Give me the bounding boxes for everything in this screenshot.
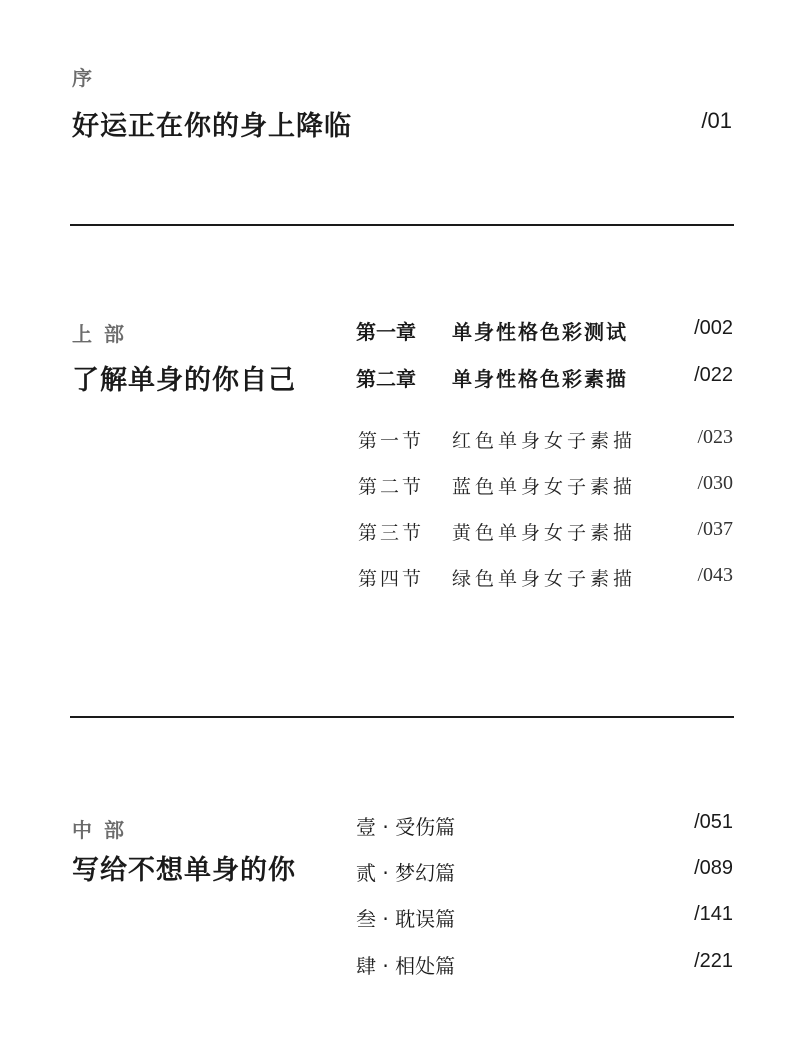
chapter-page-number: /002: [694, 317, 733, 339]
section-page-number: /043: [697, 564, 733, 586]
preface-label: 序: [72, 66, 92, 90]
section-page-number: /037: [697, 518, 733, 540]
preface-title: 好运正在你的身上降临: [72, 111, 352, 142]
entry-page-number: /051: [694, 811, 733, 833]
entry-title: 贰 · 梦幻篇: [356, 861, 456, 885]
section-page-number: /030: [697, 472, 733, 494]
section-number: 第三节: [358, 522, 425, 544]
section-number: 第二节: [358, 476, 425, 498]
part-middle-title: 写给不想单身的你: [72, 855, 296, 886]
section-title: 黄色单身女子素描: [452, 522, 637, 544]
part-middle-label: 中部: [72, 818, 136, 842]
entry-title: 肆 · 相处篇: [356, 954, 456, 978]
divider: [70, 224, 734, 226]
entry-page-number: /089: [694, 857, 733, 879]
section-number: 第四节: [358, 568, 425, 590]
chapter-number: 第一章: [356, 320, 416, 344]
part-upper-title: 了解单身的你自己: [72, 365, 296, 396]
section-title: 绿色单身女子素描: [452, 568, 637, 590]
entry-title: 叁 · 耽误篇: [356, 907, 456, 931]
part-upper-label: 上部: [72, 322, 136, 346]
entry-title: 壹 · 受伤篇: [356, 815, 456, 839]
section-page-number: /023: [697, 426, 733, 448]
entry-page-number: /221: [694, 950, 733, 972]
section-title: 红色单身女子素描: [452, 430, 637, 452]
divider: [70, 716, 734, 718]
chapter-number: 第二章: [356, 367, 416, 391]
chapter-title: 单身性格色彩测试: [452, 320, 628, 344]
section-title: 蓝色单身女子素描: [452, 476, 637, 498]
chapter-page-number: /022: [694, 364, 733, 386]
chapter-title: 单身性格色彩素描: [452, 367, 628, 391]
entry-page-number: /141: [694, 903, 733, 925]
preface-page-number: /01: [701, 108, 732, 133]
section-number: 第一节: [358, 430, 425, 452]
